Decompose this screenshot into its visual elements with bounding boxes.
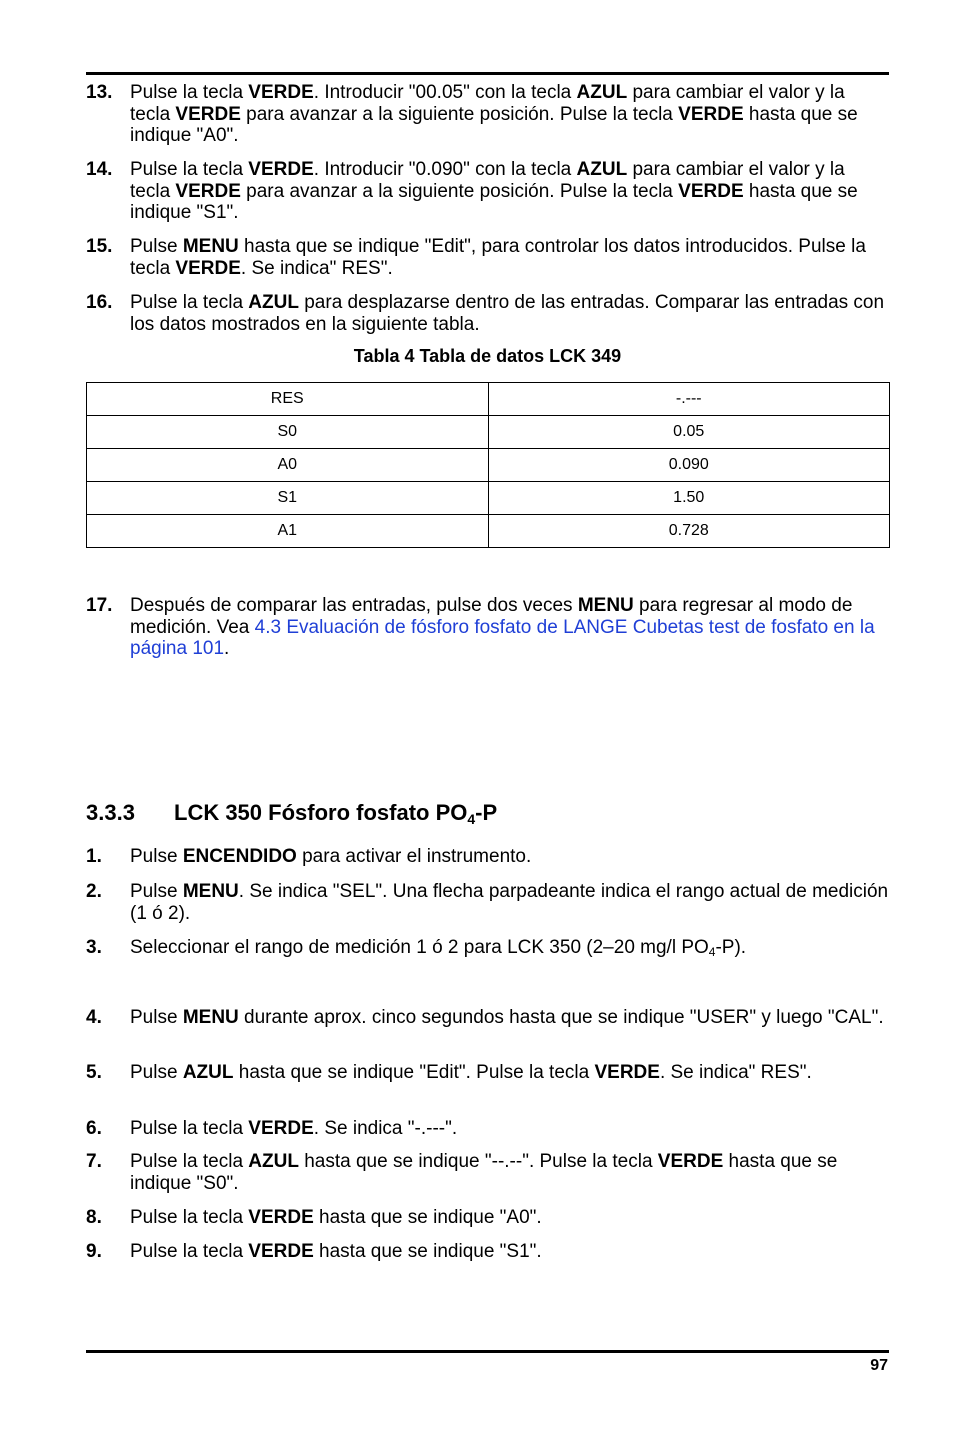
- step-13: [86, 82, 889, 147]
- key-label: AZUL: [576, 82, 628, 103]
- step-number: 5.: [86, 1062, 102, 1083]
- step-text: [130, 1118, 889, 1140]
- text-run: Pulse la tecla: [130, 1207, 249, 1228]
- step-text: [130, 881, 889, 924]
- key-label: AZUL: [182, 1062, 234, 1083]
- section-number: 3.3.3: [86, 800, 135, 825]
- text-run: . Introducir "0.090" con la tecla: [313, 159, 577, 180]
- text-run: Pulse la tecla: [130, 1151, 249, 1172]
- key-label: VERDE: [678, 180, 744, 202]
- text-run: para desplazarse dentro de las entradas. Comparar las entradas con los datos mostrados en la siguiente tabla.: [130, 292, 885, 335]
- step-number: 6.: [86, 1118, 102, 1139]
- top-rule: [86, 72, 889, 75]
- key-label: VERDE: [175, 257, 241, 279]
- key-label: ENCENDIDO: [182, 846, 297, 867]
- key-label: VERDE: [248, 159, 314, 180]
- step-text: [130, 1007, 889, 1029]
- table-cell-value: 1.50: [488, 482, 890, 515]
- text-run: Pulse: [130, 236, 183, 257]
- step-text: [130, 1151, 889, 1194]
- text-run: Pulse: [130, 881, 183, 902]
- text-run: para avanzar a la siguiente posición. Pulse la tecla: [240, 103, 679, 125]
- step-16: [86, 292, 889, 335]
- step-text: [130, 1207, 889, 1229]
- text-run: hasta que se indique "S0".: [130, 1151, 838, 1194]
- table-cell-key: A1: [87, 515, 489, 548]
- text-run: hasta que se indique "S1".: [313, 1241, 542, 1262]
- page-number: 97: [870, 1357, 888, 1374]
- text-run: hasta que se indique "--.--". Pulse la tecla: [298, 1151, 658, 1172]
- table-row: [87, 416, 890, 449]
- key-label: MENU: [182, 881, 239, 902]
- text-run: . Se indica "SEL". Una flecha parpadeante indica el rango actual de medición (1 ó 2).: [130, 881, 889, 924]
- text-run: para regresar al modo de medición. Vea: [130, 595, 853, 638]
- table-cell-key: A0: [87, 449, 489, 482]
- key-label: AZUL: [248, 1151, 299, 1172]
- text-run: Pulse la tecla: [130, 1118, 249, 1139]
- section-heading: [86, 800, 497, 827]
- text-run: hasta que se indique "Edit", para controlar los datos introducidos. Pulse la tecla: [130, 236, 866, 279]
- text-run: hasta que se indique "A0".: [313, 1207, 542, 1228]
- key-label: MENU: [182, 236, 239, 257]
- step-text: [130, 846, 889, 868]
- step-3: [86, 937, 889, 964]
- step-text: [130, 937, 889, 964]
- text-run: para activar el instrumento.: [296, 846, 532, 867]
- key-label: MENU: [577, 595, 634, 616]
- table-caption: Tabla 4 Tabla de datos LCK 349: [353, 346, 622, 366]
- table-cell-value: 0.728: [488, 515, 890, 548]
- table-cell-key: RES: [87, 383, 489, 416]
- key-label: VERDE: [248, 1241, 314, 1262]
- bottom-rule: [86, 1350, 889, 1353]
- step-number: 2.: [86, 881, 102, 902]
- text-run: . Introducir "00.05" con la tecla: [313, 82, 577, 103]
- key-label: MENU: [182, 1007, 239, 1028]
- step-5: [86, 1062, 889, 1084]
- cross-reference-link[interactable]: 4.3 Evaluación de fósforo fosfato de LANGE Cubetas test de fosfato en la página 101: [130, 616, 875, 659]
- key-label: VERDE: [175, 103, 241, 125]
- section-title-suffix: -P: [475, 800, 498, 825]
- table-cell-value: 0.05: [488, 416, 890, 449]
- table-row: [87, 515, 890, 548]
- text-run: durante aprox. cinco segundos hasta que se indique "USER" y luego "CAL".: [238, 1007, 884, 1028]
- text-run: Pulse la tecla: [130, 82, 249, 103]
- table-row: [87, 449, 890, 482]
- key-label: VERDE: [175, 180, 241, 202]
- text-run: -P).: [715, 937, 747, 958]
- step-15: [86, 236, 889, 279]
- step-number: 8.: [86, 1207, 102, 1228]
- text-run: para avanzar a la siguiente posición. Pulse la tecla: [240, 180, 679, 202]
- text-run: hasta que se indique "A0".: [130, 103, 858, 146]
- step-text: [130, 292, 889, 335]
- step-number: 9.: [86, 1241, 102, 1262]
- step-number: 13.: [86, 82, 113, 103]
- section-title: [174, 800, 497, 825]
- step-number: 14.: [86, 159, 113, 180]
- key-label: VERDE: [594, 1062, 660, 1083]
- step-7: [86, 1151, 889, 1194]
- key-label: VERDE: [657, 1151, 724, 1172]
- text-run: para cambiar el valor y la tecla: [130, 159, 845, 202]
- step-number: 3.: [86, 937, 102, 958]
- key-label: VERDE: [678, 103, 744, 125]
- step-number: 4.: [86, 1007, 102, 1028]
- step-8: [86, 1207, 889, 1229]
- step-2: [86, 881, 889, 924]
- step-text: [130, 1241, 889, 1263]
- text-run: para cambiar el valor y la tecla: [130, 82, 845, 125]
- step-1: [86, 846, 889, 868]
- table-row: [87, 482, 890, 515]
- step-text: [130, 159, 889, 224]
- text-run: hasta que se indique "S1".: [130, 180, 858, 223]
- step-number: 1.: [86, 846, 102, 867]
- table-cell-value: -.---: [488, 383, 890, 416]
- text-run: .: [224, 638, 230, 659]
- text-run: . Se indica "-.---".: [313, 1118, 458, 1139]
- text-run: Después de comparar las entradas, pulse dos veces: [130, 595, 578, 616]
- text-run: Pulse la tecla: [130, 1241, 249, 1262]
- text-run: Pulse la tecla: [130, 292, 249, 313]
- section-title-subscript: 4: [467, 811, 476, 827]
- key-label: AZUL: [576, 159, 628, 180]
- step-17: [86, 595, 889, 660]
- table-cell-value: 0.090: [488, 449, 890, 482]
- step-text: [130, 1062, 889, 1084]
- text-run: Seleccionar el rango de medición 1 ó 2 para LCK 350 (2–20 mg/l PO: [130, 937, 709, 958]
- subscript: 4: [708, 945, 716, 959]
- section-title-text: LCK 350 Fósforo fosfato PO: [174, 800, 468, 825]
- step-text: [130, 595, 889, 660]
- text-run: Pulse: [130, 1007, 183, 1028]
- text-run: Pulse la tecla: [130, 159, 249, 180]
- key-label: VERDE: [248, 1118, 314, 1139]
- step-text: [130, 236, 889, 279]
- text-run: . Se indica" RES".: [240, 257, 393, 279]
- step-number: 16.: [86, 292, 113, 313]
- table-cell-key: S1: [87, 482, 489, 515]
- text-run: Pulse: [130, 846, 183, 867]
- text-run: . Se indica" RES".: [659, 1062, 812, 1083]
- table-cell-key: S0: [87, 416, 489, 449]
- step-number: 17.: [86, 595, 113, 616]
- table-row: [87, 383, 890, 416]
- step-14: [86, 159, 889, 224]
- key-label: VERDE: [248, 82, 314, 103]
- key-label: VERDE: [248, 1207, 314, 1228]
- step-number: 7.: [86, 1151, 102, 1172]
- step-9: [86, 1241, 889, 1263]
- step-text: [130, 82, 889, 147]
- data-table: [86, 382, 890, 548]
- step-number: 15.: [86, 236, 113, 257]
- text-run: hasta que se indique "Edit". Pulse la tecla: [233, 1062, 595, 1083]
- step-4: [86, 1007, 889, 1029]
- text-run: Pulse: [130, 1062, 183, 1083]
- key-label: AZUL: [248, 292, 299, 313]
- step-6: [86, 1118, 889, 1140]
